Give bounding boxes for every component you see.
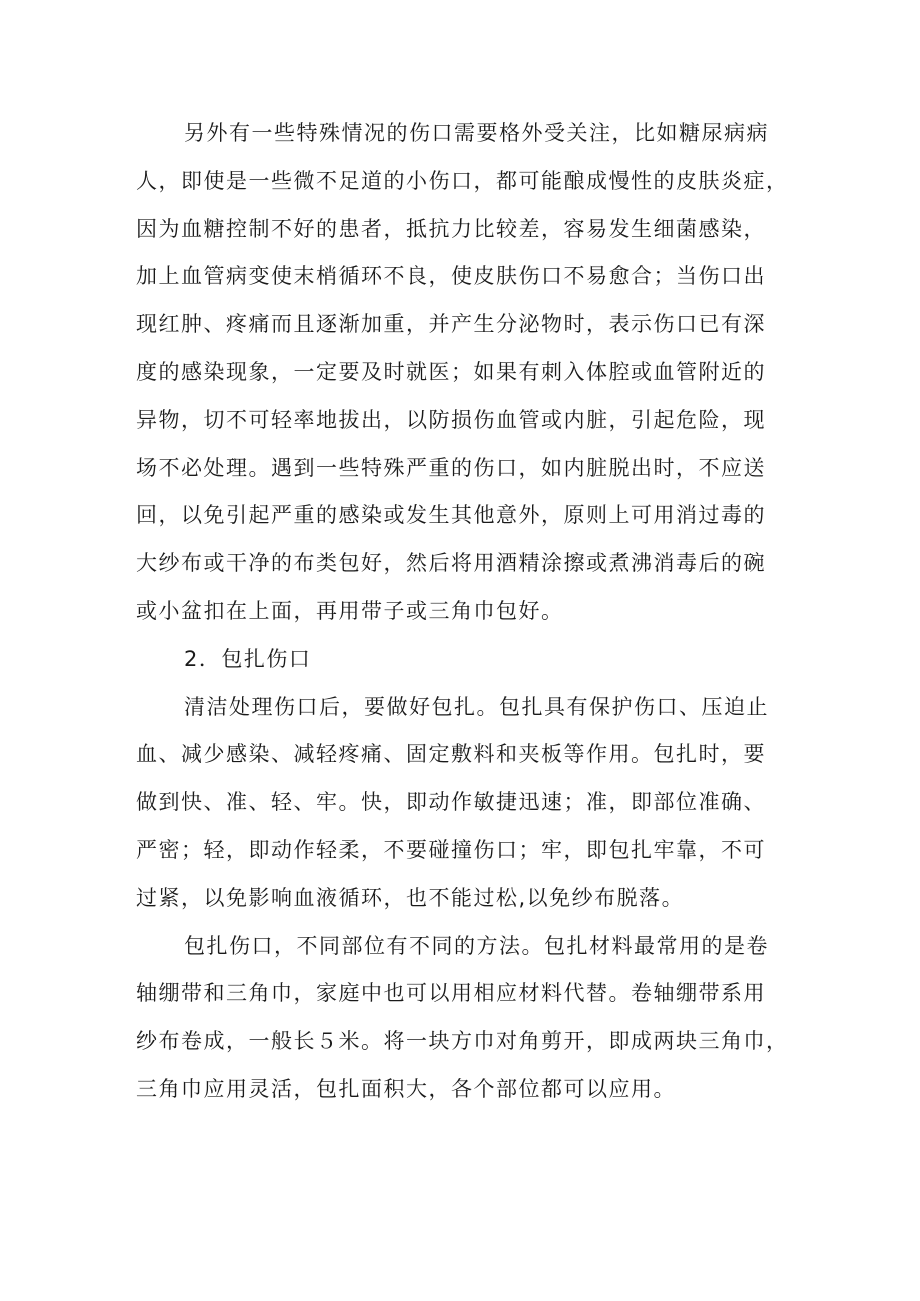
text-line: 回，以免引起严重的感染或发生其他意外，原则上可用消过毒的 <box>136 503 766 528</box>
text-line: 严密；轻，即动作轻柔，不要碰撞伤口；牢，即包扎牢靠，不可 <box>136 837 766 862</box>
text-line: 大纱布或干净的布类包好，然后将用酒精涂擦或煮沸消毒后的碗 <box>136 551 766 576</box>
text-line: 异物，切不可轻率地拔出，以防损伤血管或内脏，引起危险，现 <box>136 407 766 432</box>
text-line: 场不必处理。遇到一些特殊严重的伤口，如内脏脱出时，不应送 <box>136 455 766 480</box>
text-line: 过紧，以免影响血液循环，也不能过松,以免纱布脱落。 <box>136 885 685 910</box>
paragraph-bandaging-purpose <box>136 684 796 923</box>
text-line: 因为血糖控制不好的患者，抵抗力比较差，容易发生细菌感染， <box>136 216 766 241</box>
text-line: 血、减少感染、减轻疼痛、固定敷料和夹板等作用。包扎时，要 <box>136 742 766 767</box>
text-line: 现红肿、疼痛而且逐渐加重，并产生分泌物时，表示伤口已有深 <box>136 312 766 337</box>
text-line: 纱布卷成，一般长５米。将一块方巾对角剪开，即成两块三角巾， <box>136 1029 789 1054</box>
text-line: 加上血管病变使末梢循环不良，使皮肤伤口不易愈合；当伤口出 <box>136 264 766 289</box>
text-line: 三角巾应用灵活，包扎面积大，各个部位都可以应用。 <box>136 1076 676 1101</box>
section-heading <box>136 636 796 684</box>
text-line: 做到快、准、轻、牢。快，即动作敏捷迅速；准，即部位准确、 <box>136 790 766 815</box>
paragraph-bandaging-materials <box>136 923 796 1114</box>
text-line: 或小盆扣在上面，再用带子或三角巾包好。 <box>136 598 564 623</box>
document-body <box>136 110 796 1114</box>
heading-text: 2．包扎伤口 <box>184 646 312 671</box>
text-line: 另外有一些特殊情况的伤口需要格外受关注，比如糖尿病病 <box>184 121 769 145</box>
text-line: 人，即使是一些微不足道的小伤口，都可能酿成慢性的皮肤炎症， <box>136 168 789 193</box>
paragraph-special-wounds <box>136 110 796 636</box>
text-line: 包扎伤口，不同部位有不同的方法。包扎材料最常用的是卷 <box>184 933 769 958</box>
text-line: 轴绷带和三角巾，家庭中也可以用相应材料代替。卷轴绷带系用 <box>136 981 766 1006</box>
text-line: 清洁处理伤口后，要做好包扎。包扎具有保护伤口、压迫止 <box>184 694 769 719</box>
text-line: 度的感染现象，一定要及时就医；如果有刺入体腔或血管附近的 <box>136 359 766 384</box>
